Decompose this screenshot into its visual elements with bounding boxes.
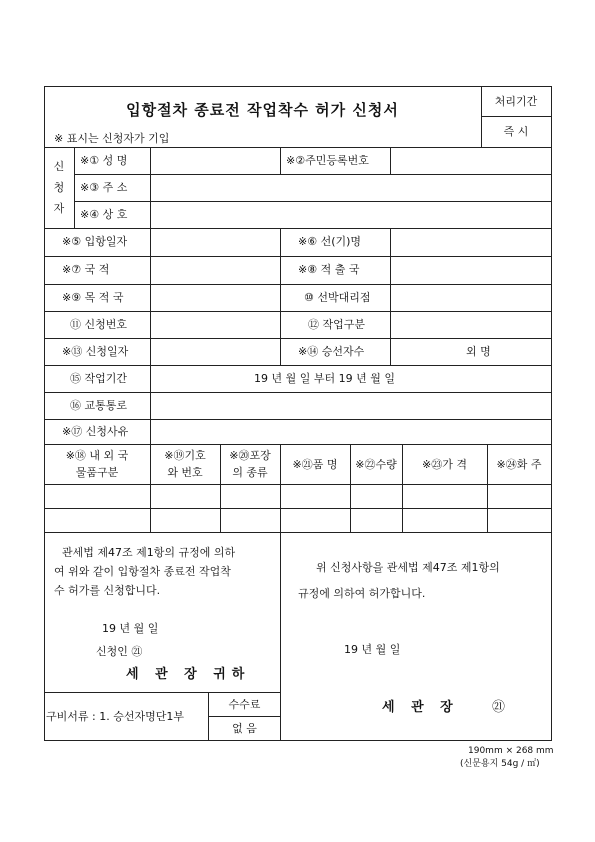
ship-agent-field[interactable] — [392, 286, 549, 309]
paper-size: 190mm × 268 mm — [468, 746, 554, 756]
rrn-label: ※②주민등록번호 — [286, 154, 369, 167]
traffic-route-label: ⑯ 교통통로 — [70, 399, 128, 412]
processing-period-value: 즉 시 — [503, 125, 529, 138]
line — [208, 716, 281, 717]
arrival-date-field[interactable] — [152, 230, 278, 254]
line — [44, 228, 552, 229]
address-label: ※③ 주 소 — [80, 181, 128, 194]
goods-table-row[interactable] — [46, 486, 549, 506]
goods-header-marks: 와 번호 — [167, 466, 203, 479]
applicant-group-label: 신 — [53, 160, 65, 173]
nationality-label: ※⑦ 국 적 — [62, 263, 110, 276]
line — [44, 311, 552, 312]
company-label: ※④ 상 호 — [80, 208, 128, 221]
line — [74, 201, 552, 202]
line — [44, 692, 281, 693]
declaration-text-line: 여 위와 같이 입항절차 종료전 작업착 — [54, 565, 231, 578]
traffic-route-field[interactable] — [152, 394, 549, 417]
work-period-value: 19 년 월 일 부터 19 년 월 일 — [254, 372, 395, 385]
departure-country-label: ※⑧ 적 출 국 — [298, 263, 360, 276]
line — [74, 147, 75, 229]
work-type-label: ⑫ 작업구분 — [308, 318, 366, 331]
goods-header-type: ※⑱ 내 외 국 — [65, 449, 129, 462]
approval-date: 19 년 월 일 — [344, 643, 401, 656]
goods-table-row[interactable] — [46, 510, 549, 530]
line — [44, 444, 552, 445]
line — [150, 147, 151, 229]
departure-country-field[interactable] — [392, 258, 549, 282]
destination-country-field[interactable] — [152, 286, 278, 309]
line — [44, 419, 552, 420]
reason-field[interactable] — [152, 421, 549, 442]
instruction-note: ※ 표시는 신청자가 기입 — [54, 132, 170, 145]
frame-right — [551, 86, 552, 741]
line — [390, 147, 391, 174]
line — [44, 392, 552, 393]
ship-agent-label: ⑩ 선박대리점 — [304, 291, 371, 304]
application-sign-date: 19 년 월 일 — [102, 622, 159, 635]
company-field[interactable] — [152, 203, 549, 226]
frame-top — [44, 86, 552, 87]
vessel-name-field[interactable] — [392, 230, 549, 254]
reason-label: ※⑰ 신청사유 — [62, 425, 129, 438]
goods-header-price: ※㉓가 격 — [422, 458, 467, 471]
declaration-text-line: 수 허가를 신청합니다. — [54, 584, 161, 597]
name-label: ※① 성 명 — [80, 154, 128, 167]
goods-header-marks: ※⑲기호 — [164, 449, 206, 462]
crew-count-field[interactable] — [392, 340, 462, 363]
line — [390, 228, 391, 365]
application-date-field[interactable] — [152, 340, 278, 363]
approval-signer: 세 관 장 — [382, 700, 459, 715]
application-no-label: ⑪ 신청번호 — [70, 318, 128, 331]
crew-count-label: ※⑭ 승선자수 — [298, 345, 365, 358]
frame-bottom — [44, 740, 552, 741]
line — [44, 256, 552, 257]
line — [150, 228, 151, 444]
goods-header-owner: ※㉔화 주 — [496, 458, 542, 471]
line — [44, 508, 552, 509]
line — [74, 174, 552, 175]
seal-mark: ㉑ — [492, 700, 506, 715]
line — [280, 147, 281, 174]
name-field[interactable] — [152, 149, 278, 172]
goods-header-packaging: ※⑳포장 — [229, 449, 271, 462]
fee-value: 없 음 — [232, 722, 257, 735]
work-type-field[interactable] — [392, 313, 549, 336]
destination-country-label: ※⑨ 목 적 국 — [62, 291, 124, 304]
applicant-group-label: 청 — [53, 181, 65, 194]
arrival-date-label: ※⑤ 입항일자 — [62, 235, 128, 248]
address-field[interactable] — [152, 176, 549, 199]
page-title: 입항절차 종료전 작업착수 허가 신청서 — [126, 101, 399, 119]
goods-header-type: 물품구분 — [75, 466, 119, 479]
line — [44, 338, 552, 339]
processing-period-label: 처리기간 — [494, 95, 538, 108]
vessel-name-label: ※⑥ 선(기)명 — [298, 235, 362, 248]
application-no-field[interactable] — [152, 313, 278, 336]
applicant-group-label: 자 — [53, 202, 65, 215]
goods-header-quantity: ※㉒수량 — [355, 458, 397, 471]
nationality-field[interactable] — [152, 258, 278, 282]
applicant-signature: 신청인 ㉑ — [96, 645, 143, 658]
application-date-label: ※⑬ 신청일자 — [62, 345, 129, 358]
line — [44, 147, 552, 148]
line — [44, 365, 552, 366]
line — [44, 284, 552, 285]
declaration-text-line: 관세법 제47조 제1항의 규정에 의하 — [62, 546, 236, 559]
header-box-mid — [481, 116, 551, 117]
rrn-field[interactable] — [392, 149, 549, 172]
goods-header-item: ※㉑품 명 — [292, 458, 338, 471]
line — [280, 228, 281, 365]
approval-text-line: 규정에 의하여 허가합니다. — [298, 587, 426, 600]
line — [44, 532, 552, 533]
goods-header-packaging: 의 종류 — [232, 466, 268, 479]
addressee: 세 관 장 귀하 — [126, 667, 251, 682]
approval-text-line: 위 신청사항을 관세법 제47조 제1항의 — [316, 561, 500, 574]
required-documents: 구비서류 : 1. 승선자명단1부 — [46, 710, 184, 723]
fee-label: 수수료 — [228, 698, 261, 711]
crew-count-suffix: 외 명 — [466, 345, 491, 358]
paper-spec: (신문용지 54g / ㎡) — [460, 759, 540, 769]
line — [44, 484, 552, 485]
work-period-label: ⑮ 작업기간 — [70, 372, 128, 385]
